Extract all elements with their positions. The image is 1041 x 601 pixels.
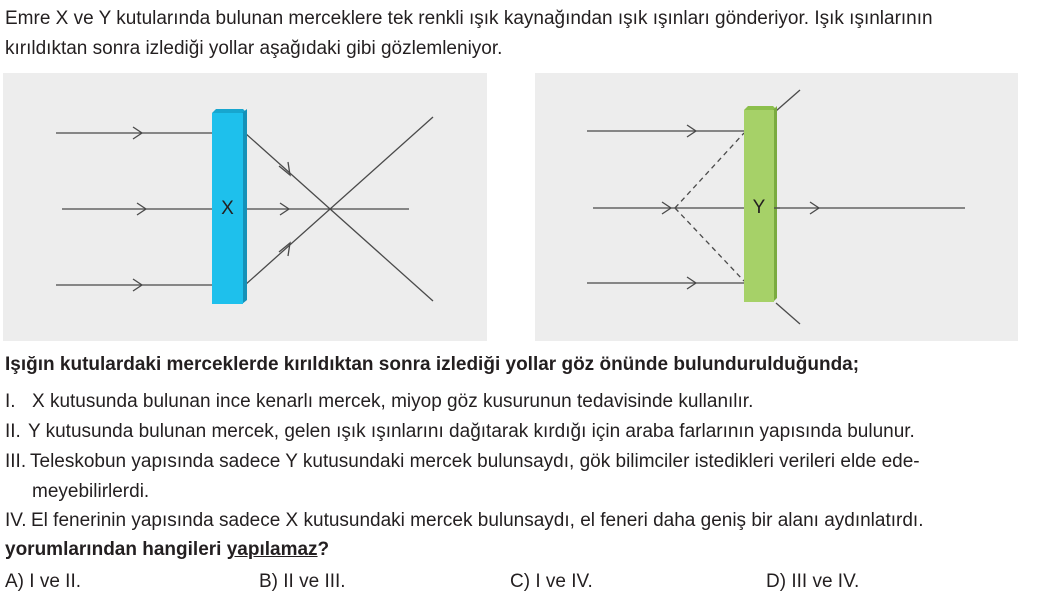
statement-iii-continued: meyebilirlerdi. xyxy=(32,481,150,502)
figure-panel-y xyxy=(535,73,1018,341)
statement-number: I. xyxy=(5,391,16,412)
refracted-ray-bottom xyxy=(245,117,433,285)
statement-text: Y kutusunda bulunan mercek, gelen ışık ışınlarını dağıtarak kırdığı için araba farlarının yapısında bulunur. xyxy=(28,421,915,442)
statement-number: III. xyxy=(5,451,27,472)
closing-mark: ? xyxy=(317,539,330,560)
statement-text: Teleskobun yapısında sadece Y kutusundaki mercek bulunsaydı, gök bilimciler istedikleri verileri elde ede- xyxy=(30,451,920,472)
statement-text: El fenerinin yapısında sadece X kutusundaki mercek bulunsaydı, el feneri daha geniş bir alanı aydınlatırdı. xyxy=(31,510,924,531)
option-b[interactable]: B) II ve III. xyxy=(259,571,346,592)
option-c[interactable]: C) I ve IV. xyxy=(510,571,593,592)
virtual-ray-bottom xyxy=(675,208,744,281)
box-x-top-face xyxy=(212,109,247,113)
figure-y-diagram xyxy=(535,73,1018,341)
option-a[interactable]: A) I ve II. xyxy=(5,571,82,592)
question-closing xyxy=(5,538,329,562)
virtual-ray-top xyxy=(675,133,744,208)
closing-text: yorumlarından hangileri xyxy=(5,539,227,560)
refracted-ray-top xyxy=(245,133,433,301)
intro-line-2: kırıldıktan sonra izlediği yollar aşağıdaki gibi gözlemleniyor. xyxy=(5,38,503,59)
statement-text: X kutusunda bulunan ince kenarlı mercek, miyop göz kusurunun tedavisinde kullanılır. xyxy=(32,391,754,412)
refracted-ray-bottom xyxy=(776,303,800,324)
statement-number: II. xyxy=(5,421,21,442)
intro-line-1: Emre X ve Y kutularında bulunan merceklere tek renkli ışık kaynağından ışık ışınları gönderiyor. Işık ışınlarının xyxy=(5,8,933,29)
box-y-top-face xyxy=(744,106,777,110)
refracted-ray-top xyxy=(776,90,800,111)
box-x-label: X xyxy=(212,197,243,221)
statement-ii xyxy=(5,420,915,444)
option-d[interactable]: D) III ve IV. xyxy=(766,571,860,592)
statement-iii xyxy=(5,450,920,474)
statement-number: IV. xyxy=(5,510,27,531)
statement-i xyxy=(5,390,753,414)
box-y-label: Y xyxy=(752,197,766,218)
figure-panel-x xyxy=(3,73,487,341)
question-stem: Işığın kutulardaki merceklerde kırıldıktan sonra izlediği yollar göz önünde bulundurulduğunda; xyxy=(5,354,860,375)
closing-emphasis: yapılamaz xyxy=(226,539,318,560)
statement-iv xyxy=(5,509,923,533)
figure-x-diagram xyxy=(3,73,487,341)
